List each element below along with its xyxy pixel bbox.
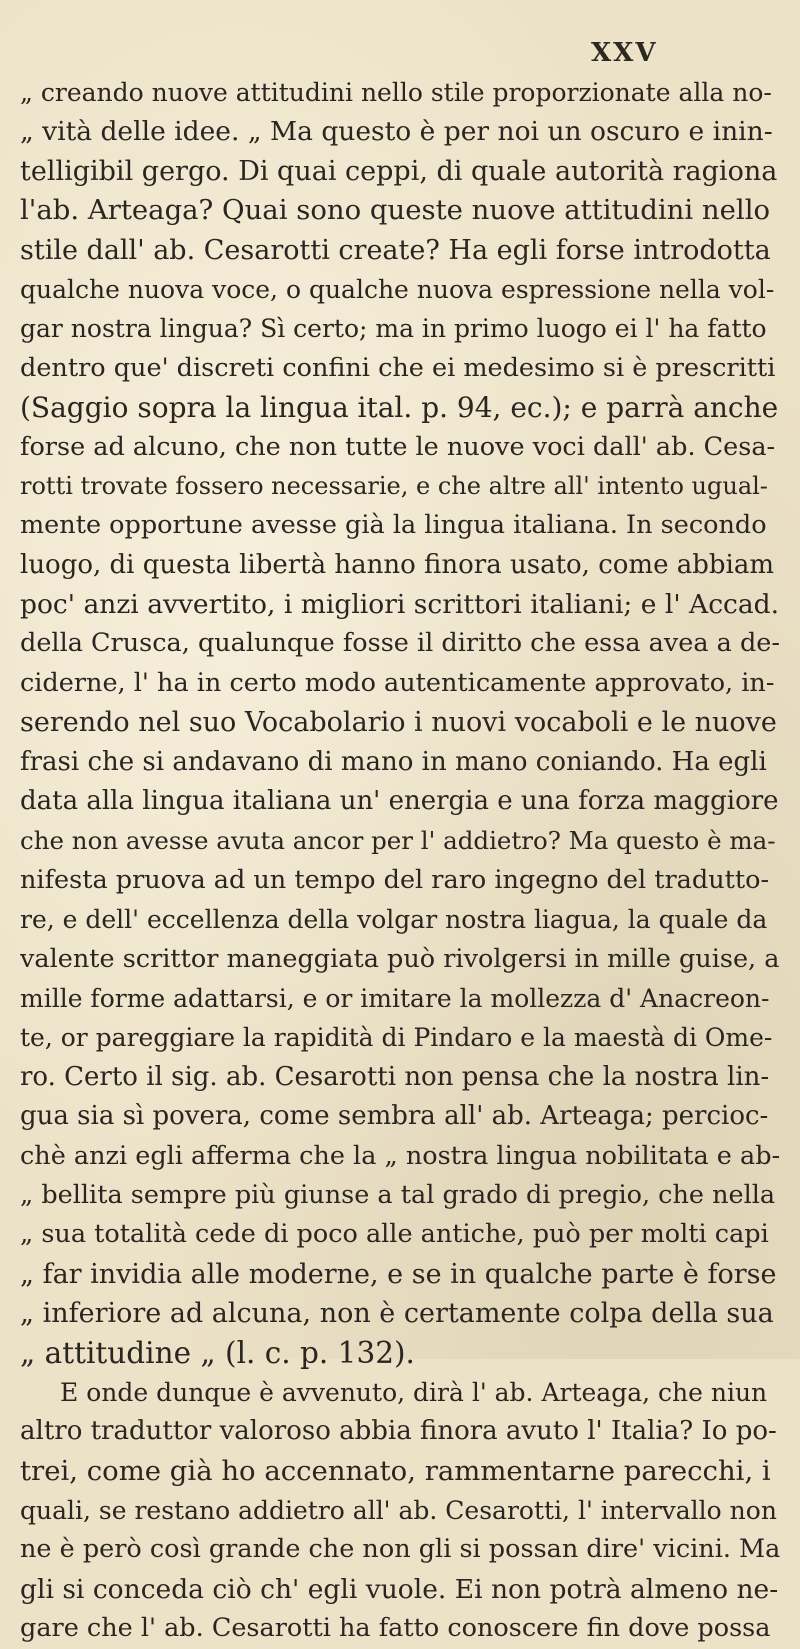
text-line: „ bellita sempre più giunse a tal grado di pregio, che nella — [20, 1179, 776, 1210]
text-line: „ vità delle idee. „ Ma questo è per noi un oscuro e inin- — [20, 116, 773, 148]
text-line: gar nostra lingua? Sì certo; ma in primo luogo ei l' ha fatto — [20, 314, 767, 344]
text-line: frasi che si andavano di mano in mano coniando. Ha egli — [20, 746, 767, 777]
text-line: luogo, di questa libertà hanno finora usato, come abbiam — [20, 549, 774, 580]
text-line: (Saggio sopra la lingua ital. p. 94, ec.); e parrà anche — [20, 391, 779, 425]
body-text — [20, 73, 780, 1649]
text-line: data alla lingua italiana un' energia e una forza maggiore — [20, 786, 779, 817]
text-line: re, e dell' eccellenza della volgar nostra liagua, la quale da — [20, 905, 768, 935]
text-line: gli si conceda ciò ch' egli vuole. Ei non potrà almeno ne- — [20, 1573, 779, 1605]
text-line: rotti trovate fossero necessarie, e che altre all' intento ugual- — [20, 471, 768, 500]
text-line: valente scrittor maneggiata può rivolgersi in mille guise, a — [20, 943, 780, 974]
text-line: della Crusca, qualunque fosse il diritto che essa avea a de- — [20, 628, 780, 659]
page-number: XXV — [591, 38, 658, 68]
text-line: altro traduttor valoroso abbia finora avuto l' Italia? Io po- — [20, 1416, 777, 1447]
text-line: gua sia sì povera, come sembra all' ab. Arteaga; percioc- — [20, 1101, 769, 1132]
text-line: l'ab. Arteaga? Quai sono queste nuove attitudini nello — [20, 194, 771, 227]
text-line: stile dall' ab. Cesarotti create? Ha egli forse introdotta — [20, 234, 771, 266]
text-line: qualche nuova voce, o qualche nuova espressione nella vol- — [20, 274, 775, 304]
text-line: telligibil gergo. Di quai ceppi, di quale autorità ragiona — [20, 155, 778, 187]
text-line: ne è però così grande che non gli si possan dire' vicini. Ma — [20, 1534, 780, 1565]
text-line: gare che l' ab. Cesarotti ha fatto conoscere fin dove possa — [20, 1613, 771, 1644]
text-line: „ attitudine „ (l. c. p. 132). — [20, 1335, 415, 1370]
text-line: „ creando nuove attitudini nello stile proporzionate alla no- — [20, 78, 772, 107]
text-line: trei, come già ho accennato, rammentarne parecchi, i — [20, 1454, 771, 1487]
text-line: dentro que' discreti confini che ei medesimo si è prescritti — [20, 352, 776, 383]
text-line: mente opportune avesse già la lingua italiana. In secondo — [20, 510, 767, 541]
text-line: mille forme adattarsi, e or imitare la mollezza d' Anacreon- — [20, 983, 770, 1013]
text-line: ro. Certo il sig. ab. Cesarotti non pensa che la nostra lin- — [20, 1061, 770, 1092]
text-line: chè anzi egli afferma che la „ nostra lingua nobilitata e ab- — [20, 1140, 780, 1171]
text-line: ciderne, l' ha in certo modo autenticamente approvato, in- — [20, 667, 775, 698]
text-line: che non avesse avuta ancor per l' addietro? Ma questo è ma- — [20, 826, 776, 856]
text-line: te, or pareggiare la rapidità di Pindaro e la maestà di Ome- — [20, 1023, 773, 1053]
text-line: serendo nel suo Vocabolario i nuovi vocaboli e le nuove — [20, 707, 777, 739]
text-line: quali, se restano addietro all' ab. Cesarotti, l' intervallo non — [20, 1496, 777, 1526]
text-line: poc' anzi avvertito, i migliori scrittori italiani; e l' Accad. — [20, 589, 780, 621]
text-line: „ inferiore ad alcuna, non è certamente colpa della sua — [20, 1298, 774, 1330]
text-line: E onde dunque è avvenuto, dirà l' ab. Arteaga, che niun — [60, 1377, 768, 1407]
text-line: forse ad alcuno, che non tutte le nuove voci dall' ab. Cesa- — [20, 431, 776, 462]
text-line: nifesta pruova ad un tempo del raro ingegno del tradutto- — [20, 864, 770, 895]
text-line: „ sua totalità cede di poco alle antiche, può per molti capi — [20, 1219, 769, 1250]
text-line: „ far invidia alle moderne, e se in qualche parte è forse — [20, 1258, 777, 1290]
